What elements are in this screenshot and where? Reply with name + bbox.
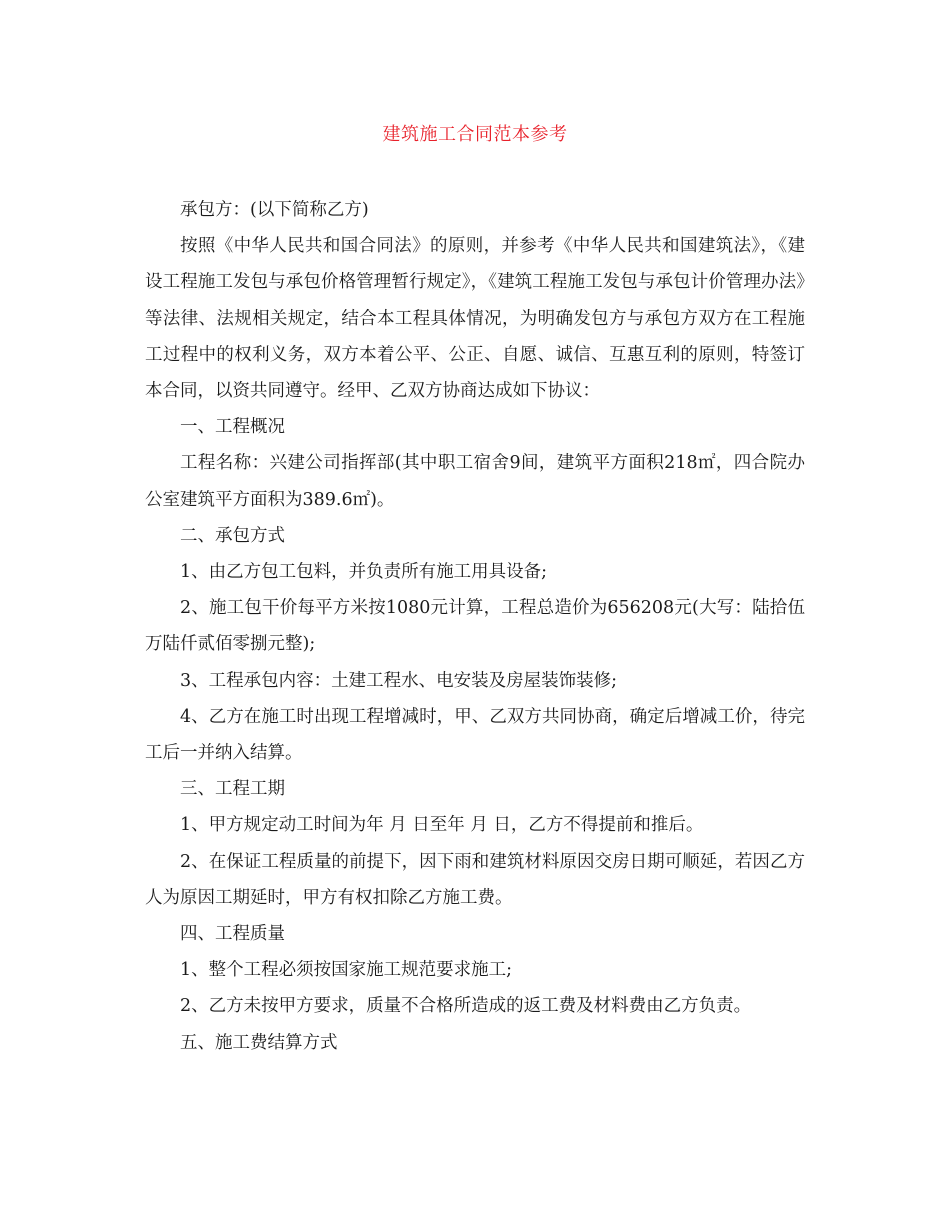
paragraph-preamble: 按照《中华人民共和国合同法》的原则，并参考《中华人民共和国建筑法》，《建设工程施工发包与承包价格管理暂行规定》，《建筑工程施工发包与承包计价管理办法》等法律、法规相关规定，结合本工程具体情况，为明确发包方与承包方双方在工程施工过程中的权利义务，双方本着公平、公正、自愿、诚信、互惠互利的原则，特签订本合同，以资共同遵守。经甲、乙双方协商达成如下协议： xyxy=(145,236,805,402)
list-item-schedule-2: 2、在保证工程质量的前提下，因下雨和建筑材料原因交房日期可顺延，若因乙方人为原因工期延时，甲方有权扣除乙方施工费。 xyxy=(145,851,805,908)
section-heading-quality: 四、工程质量 xyxy=(180,924,285,945)
list-item-contract-4: 4、乙方在施工时出现工程增减时，甲、乙双方共同协商，确定后增减工价，待完工后一并纳入结算。 xyxy=(145,706,805,764)
paragraph-contractor: 承包方：(以下简称乙方) xyxy=(180,200,369,220)
paragraph-project-name: 工程名称：兴建公司指挥部(其中职工宿舍9间，建筑平方面积218㎡，四合院办公室建筑平方面积为389.6㎡)。 xyxy=(145,453,805,510)
list-item-quality-1: 1、整个工程必须按国家施工规范要求施工; xyxy=(180,960,513,981)
document-body xyxy=(145,192,805,1061)
section-heading-schedule: 三、工程工期 xyxy=(180,779,285,800)
document-title: 建筑施工合同范本参考 xyxy=(382,124,568,145)
list-item-contract-3: 3、工程承包内容：土建工程水、电安装及房屋装饰装修; xyxy=(180,670,618,691)
list-item-contract-2: 2、施工包干价每平方米按1080元计算，工程总造价为656208元(大写：陆拾伍万陆仟贰佰零捌元整); xyxy=(145,598,805,655)
list-item-quality-2: 2、乙方未按甲方要求，质量不合格所造成的返工费及材料费由乙方负责。 xyxy=(180,996,752,1017)
section-heading-contract-mode: 二、承包方式 xyxy=(180,525,285,546)
list-item-schedule-1: 1、甲方规定动工时间为年 月 日至年 月 日，乙方不得提前和推后。 xyxy=(180,815,704,836)
list-item-contract-1: 1、由乙方包工包料，并负责所有施工用具设备; xyxy=(180,562,548,583)
section-heading-settlement: 五、施工费结算方式 xyxy=(180,1032,338,1053)
section-heading-overview: 一、工程概况 xyxy=(180,417,285,438)
